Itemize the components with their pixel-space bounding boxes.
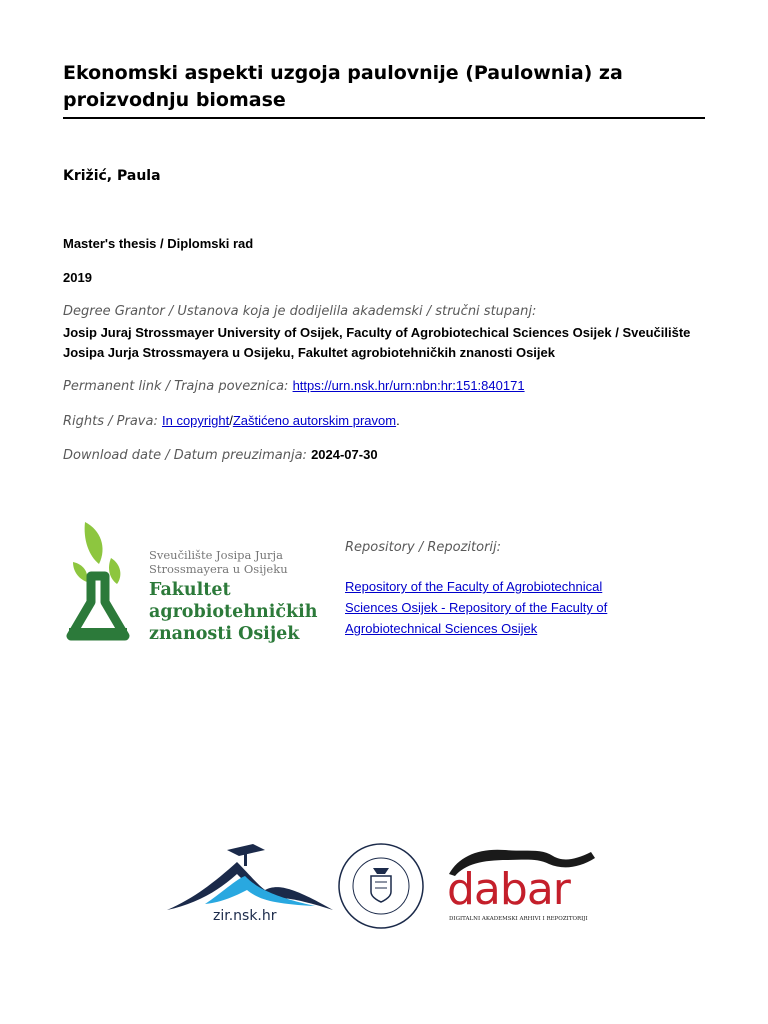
faculty-university-line1: Sveučilište Josipa Jurja: [149, 548, 283, 562]
dabar-text: dabar: [447, 864, 570, 915]
download-row: [63, 447, 378, 463]
repository-label: Repository / Repozitorij:: [345, 540, 502, 555]
dabar-logo: [445, 842, 605, 932]
rights-link-zasticeno[interactable]: Zaštićeno autorskim pravom: [232, 413, 397, 428]
permalink-label: Permanent link / Trajna poveznica:: [63, 379, 289, 394]
title-divider: [63, 117, 705, 119]
zir-logo: [165, 840, 335, 930]
faculty-name-block: [149, 548, 318, 645]
rights-link-copyright[interactable]: In copyright: [161, 413, 230, 428]
rights-label: Rights / Prava:: [63, 414, 158, 429]
document-year: 2019: [63, 270, 92, 285]
download-label: Download date / Datum preuzimanja:: [63, 448, 307, 463]
dabar-subtitle: DIGITALNI AKADEMSKI ARHIVI I REPOZITORIJI: [449, 916, 588, 922]
faculty-university-line2: Strossmayera u Osijeku: [149, 562, 288, 576]
grantor-value: Josip Juraj Strossmayer University of Osijek, Faculty of Agrobiotechical Sciences Osijek / Sveučilište Josipa Jurja Strossmayera u Osijeku, Fakultet agrobiotehničkih znanosti Osijek: [63, 325, 691, 360]
faculty-name-line2: agrobiotehničkih: [149, 602, 318, 622]
rights-period: .: [396, 413, 400, 428]
repository-link[interactable]: Repository of the Faculty of Agrobiotechnical Sciences Osijek - Repository of the Faculty of Agrobiotechnical Sciences Osijek: [345, 579, 608, 636]
grantor-label: Degree Grantor / Ustanova koja je dodijelila akademski / stručni stupanj:: [63, 304, 537, 319]
university-seal-icon: [337, 842, 425, 930]
document-title: Ekonomski aspekti uzgoja paulovnije (Paulownia) za proizvodnju biomase: [63, 62, 623, 111]
faculty-logo: [63, 518, 323, 646]
author-name: Križić, Paula: [63, 168, 161, 184]
rights-row: [63, 413, 400, 429]
faculty-leaf-flask-icon: [63, 518, 133, 646]
faculty-name-line3: znanosti Osijek: [149, 624, 300, 644]
university-seal: [337, 842, 425, 930]
zir-text: zir.nsk.hr: [213, 908, 277, 924]
zir-mountain-icon: [165, 840, 335, 912]
faculty-name-line1: Fakultet: [149, 580, 231, 600]
rights-separator: /: [229, 413, 233, 428]
download-date: 2024-07-30: [311, 447, 378, 462]
permalink-link[interactable]: https://urn.nsk.hr/urn:nbn:hr:151:840171: [292, 378, 525, 393]
permalink-row: [63, 378, 525, 394]
document-type: Master's thesis / Diplomski rad: [63, 236, 254, 251]
